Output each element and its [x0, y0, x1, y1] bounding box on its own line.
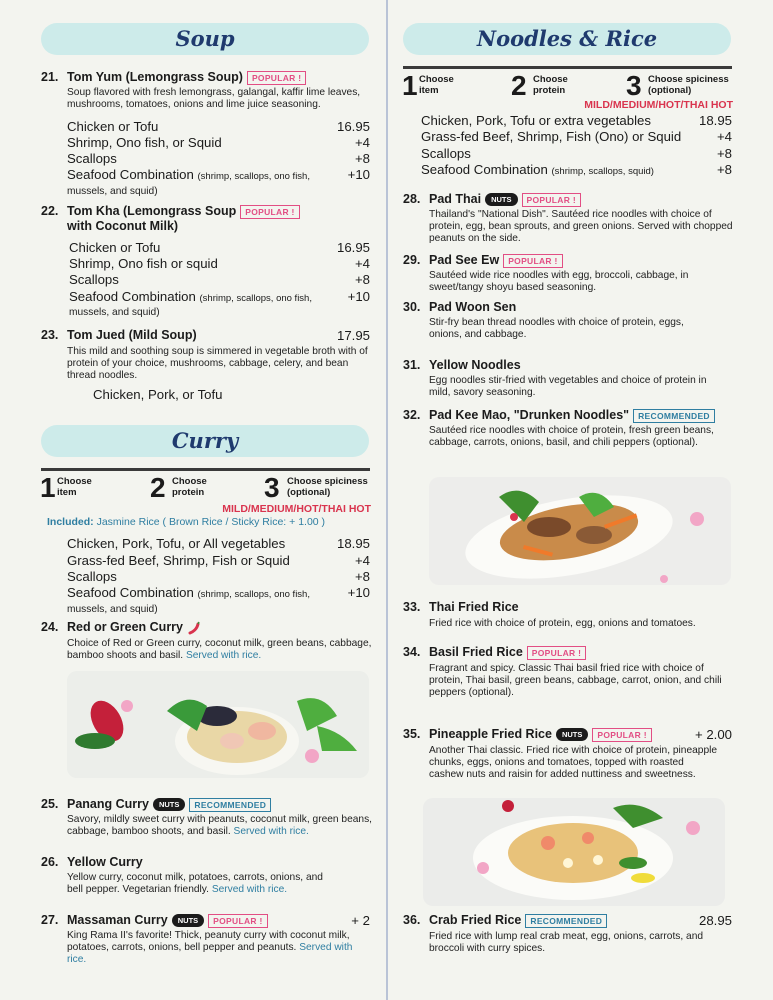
- option-label: Seafood Combination (shrimp, scallops, ono fish,: [67, 585, 310, 600]
- included-line: Included: Jasmine Rice ( Brown Rice / Sticky Rice: + 1.00 ): [47, 516, 326, 528]
- item-number: 26.: [41, 855, 59, 869]
- item-price: + 2.00: [694, 727, 732, 742]
- item-number: 32.: [403, 408, 421, 422]
- option-price: +10: [347, 289, 370, 304]
- item-title-pad-see-ew: Pad See Ew POPULAR !: [429, 253, 563, 268]
- option-price: +4: [716, 129, 732, 144]
- option-price: +8: [354, 151, 370, 166]
- popular-badge: POPULAR !: [240, 205, 299, 219]
- item-number: 30.: [403, 300, 421, 314]
- item-number: 23.: [41, 328, 59, 342]
- nuts-badge: NUTS: [172, 914, 204, 927]
- option-note: mussels, and squid): [67, 604, 158, 615]
- item-title-red-green-curry: Red or Green Curry: [67, 620, 201, 635]
- option-note: mussels, and squid): [67, 186, 158, 197]
- popular-badge: POPULAR !: [527, 646, 586, 660]
- item-desc: Fried rice with choice of protein, egg, onions and tomatoes.: [429, 618, 696, 629]
- pineapple-fried-rice-photo: [423, 798, 725, 906]
- item-title-yellow-curry: Yellow Curry: [67, 855, 143, 869]
- curry-photo: [67, 671, 369, 778]
- option-price: 16.95: [336, 240, 370, 255]
- nuts-badge: NUTS: [556, 728, 588, 741]
- item-title-pad-thai: Pad Thai NUTS POPULAR !: [429, 192, 581, 207]
- item-title-yellow-noodles: Yellow Noodles: [429, 358, 521, 372]
- step-number: 2: [150, 472, 166, 503]
- option-price: 18.95: [336, 536, 370, 551]
- option-price: +4: [354, 553, 370, 568]
- item-title-tom-kha: Tom Kha (Lemongrass Soup POPULAR !: [67, 204, 300, 219]
- chili-pepper-icon: [187, 621, 201, 635]
- item-title-tom-yum: Tom Yum (Lemongrass Soup) POPULAR !: [67, 70, 306, 85]
- item-desc: This mild and soothing soup is simmered in vegetable broth with of protein of your choice, mushrooms, cabbage, celery, and bean thread noodles.: [67, 346, 368, 381]
- option-label: Scallops: [69, 272, 119, 287]
- item-number: 36.: [403, 913, 421, 927]
- item-desc: Sautéed wide rice noodles with egg, broccoli, cabbage, in sweet/tangy shoyu based seasoning.: [429, 270, 689, 293]
- item-desc: Fried rice with lump real crab meat, egg, onions, carrots, and broccoli with curry spices.: [429, 931, 704, 954]
- option-price: +8: [716, 162, 732, 177]
- nuts-badge: NUTS: [153, 798, 185, 811]
- soup-header: Soup: [41, 23, 369, 55]
- item-number: 35.: [403, 727, 421, 741]
- popular-badge: POPULAR !: [592, 728, 651, 742]
- spice-levels: MILD/MEDIUM/HOT/THAI HOT: [222, 503, 371, 515]
- spice-levels: MILD/MEDIUM/HOT/THAI HOT: [584, 99, 733, 111]
- item-number: 34.: [403, 645, 421, 659]
- item-number: 21.: [41, 70, 59, 84]
- item-desc: Stir-fry bean thread noodles with choice of protein, eggs, onions, and cabbage.: [429, 317, 684, 340]
- popular-badge: POPULAR !: [247, 71, 306, 85]
- item-number: 25.: [41, 797, 59, 811]
- item-title-pineapple-fried-rice: Pineapple Fried Rice NUTS POPULAR !: [429, 727, 652, 742]
- option-label: Scallops: [421, 146, 471, 161]
- item-number: 24.: [41, 620, 59, 634]
- step-text: Choose spiciness (optional): [287, 476, 368, 498]
- option-label: Chicken, Pork, Tofu, or All vegetables: [67, 536, 286, 551]
- recommended-badge: RECOMMENDED: [525, 914, 607, 928]
- item-title-pad-kee-mao: Pad Kee Mao, "Drunken Noodles" RECOMMENDED: [429, 408, 715, 423]
- item-title-massaman-curry: Massaman Curry NUTS POPULAR !: [67, 913, 268, 928]
- item-number: 22.: [41, 204, 59, 218]
- step-text: Choose protein: [172, 476, 207, 498]
- step-number: 3: [264, 472, 280, 503]
- nuts-badge: NUTS: [485, 193, 517, 206]
- item-title-tom-jued: Tom Jued (Mild Soup): [67, 328, 197, 342]
- step-text: Choose spiciness (optional): [648, 74, 729, 96]
- steps-rule: [41, 468, 370, 471]
- drunken-noodles-photo: [429, 477, 731, 585]
- recommended-badge: RECOMMENDED: [189, 798, 271, 812]
- option-label: Grass-fed Beef, Shrimp, Fish or Squid: [67, 553, 290, 568]
- item-desc: Soup flavored with fresh lemongrass, galangal, kaffir lime leaves, mushrooms, tomatoes, onions and lime juice seasoning.: [67, 87, 361, 110]
- item-desc: Yellow curry, coconut milk, potatoes, carrots, onions, and bell pepper. Vegetarian friendly. Served with rice.: [67, 872, 323, 895]
- option-label: Chicken or Tofu: [69, 240, 161, 255]
- item-desc: Fragrant and spicy. Classic Thai basil fried rice with choice of protein, Thai basil, green beans, cabbage, carrot, onion, and chili peppers (optional).: [429, 663, 722, 698]
- curry-header: Curry: [41, 425, 369, 457]
- item-price: 28.95: [698, 913, 732, 928]
- item-choice: Chicken, Pork, or Tofu: [93, 387, 223, 402]
- option-label: Scallops: [67, 151, 117, 166]
- step-number: 3: [626, 70, 642, 101]
- item-price: + 2: [351, 913, 370, 928]
- step-text: Choose item: [57, 476, 92, 498]
- option-price: +10: [347, 585, 370, 600]
- option-price: 18.95: [698, 113, 732, 128]
- option-label: Scallops: [67, 569, 117, 584]
- item-desc: Choice of Red or Green curry, coconut milk, green beans, cabbage, bamboo shoots and basil. Served with rice.: [67, 638, 372, 661]
- step-text: Choose protein: [533, 74, 568, 96]
- option-label: Seafood Combination (shrimp, scallops, squid): [421, 162, 654, 177]
- option-label: Grass-fed Beef, Shrimp, Fish (Ono) or Squid: [421, 129, 682, 144]
- option-price: +8: [354, 569, 370, 584]
- steps-rule: [403, 66, 732, 69]
- item-desc: Sautéed rice noodles with choice of protein, fresh green beans, cabbage, carrots, onions, basil, and chili peppers (optional).: [429, 425, 714, 448]
- option-label: Chicken or Tofu: [67, 119, 159, 134]
- item-number: 27.: [41, 913, 59, 927]
- option-price: +4: [354, 135, 370, 150]
- option-price: 16.95: [336, 119, 370, 134]
- step-number: 2: [511, 70, 527, 101]
- item-number: 28.: [403, 192, 421, 206]
- item-desc: King Rama II's favorite! Thick, peanuty curry with coconut milk, potatoes, carrots, onions, bell pepper and peanuts. Served with rice.: [67, 930, 353, 965]
- option-price: +10: [347, 167, 370, 182]
- option-price: +8: [354, 272, 370, 287]
- noodles-rice-header: Noodles & Rice: [403, 23, 731, 55]
- item-desc: Another Thai classic. Fried rice with choice of protein, pineapple chunks, eggs, onions and tomatoes, topped with roasted cashew nuts and raisin for added nuttiness and sweetness.: [429, 745, 718, 780]
- item-title-thai-fried-rice: Thai Fried Rice: [429, 600, 519, 614]
- popular-badge: POPULAR !: [503, 254, 562, 268]
- item-desc: Thailand's "National Dish". Sautéed rice noodles with choice of protein, egg, bean sprouts, and green onions. Served with chopped peanuts on the side.: [429, 209, 733, 244]
- item-title-pad-woon-sen: Pad Woon Sen: [429, 300, 517, 314]
- item-number: 29.: [403, 253, 421, 267]
- column-divider: [386, 0, 388, 1000]
- step-text: Choose item: [419, 74, 454, 96]
- recommended-badge: RECOMMENDED: [633, 409, 715, 423]
- option-price: +8: [716, 146, 732, 161]
- popular-badge: POPULAR !: [522, 193, 581, 207]
- option-price: +4: [354, 256, 370, 271]
- option-note: mussels, and squid): [69, 307, 160, 318]
- item-desc: Egg noodles stir-fried with vegetables and choice of protein in mild, savory seasoning.: [429, 375, 707, 398]
- option-label: Seafood Combination (shrimp, scallops, ono fish,: [67, 167, 310, 182]
- option-label: Seafood Combination (shrimp, scallops, ono fish,: [69, 289, 312, 304]
- item-desc: Savory, mildly sweet curry with peanuts, coconut milk, green beans, cabbage, bamboo shoots, and basil. Served with rice.: [67, 814, 373, 837]
- item-title-cont: with Coconut Milk): [67, 219, 179, 233]
- option-label: Shrimp, Ono fish, or Squid: [67, 135, 222, 150]
- item-title-panang-curry: Panang Curry NUTS RECOMMENDED: [67, 797, 271, 812]
- step-number: 1: [40, 472, 56, 503]
- option-label: Shrimp, Ono fish or squid: [69, 256, 218, 271]
- item-number: 31.: [403, 358, 421, 372]
- step-number: 1: [402, 70, 418, 101]
- item-number: 33.: [403, 600, 421, 614]
- popular-badge: POPULAR !: [208, 914, 267, 928]
- item-price: 17.95: [336, 328, 370, 343]
- item-title-crab-fried-rice: Crab Fried Rice RECOMMENDED: [429, 913, 607, 928]
- option-label: Chicken, Pork, Tofu or extra vegetables: [421, 113, 651, 128]
- item-title-basil-fried-rice: Basil Fried Rice POPULAR !: [429, 645, 586, 660]
